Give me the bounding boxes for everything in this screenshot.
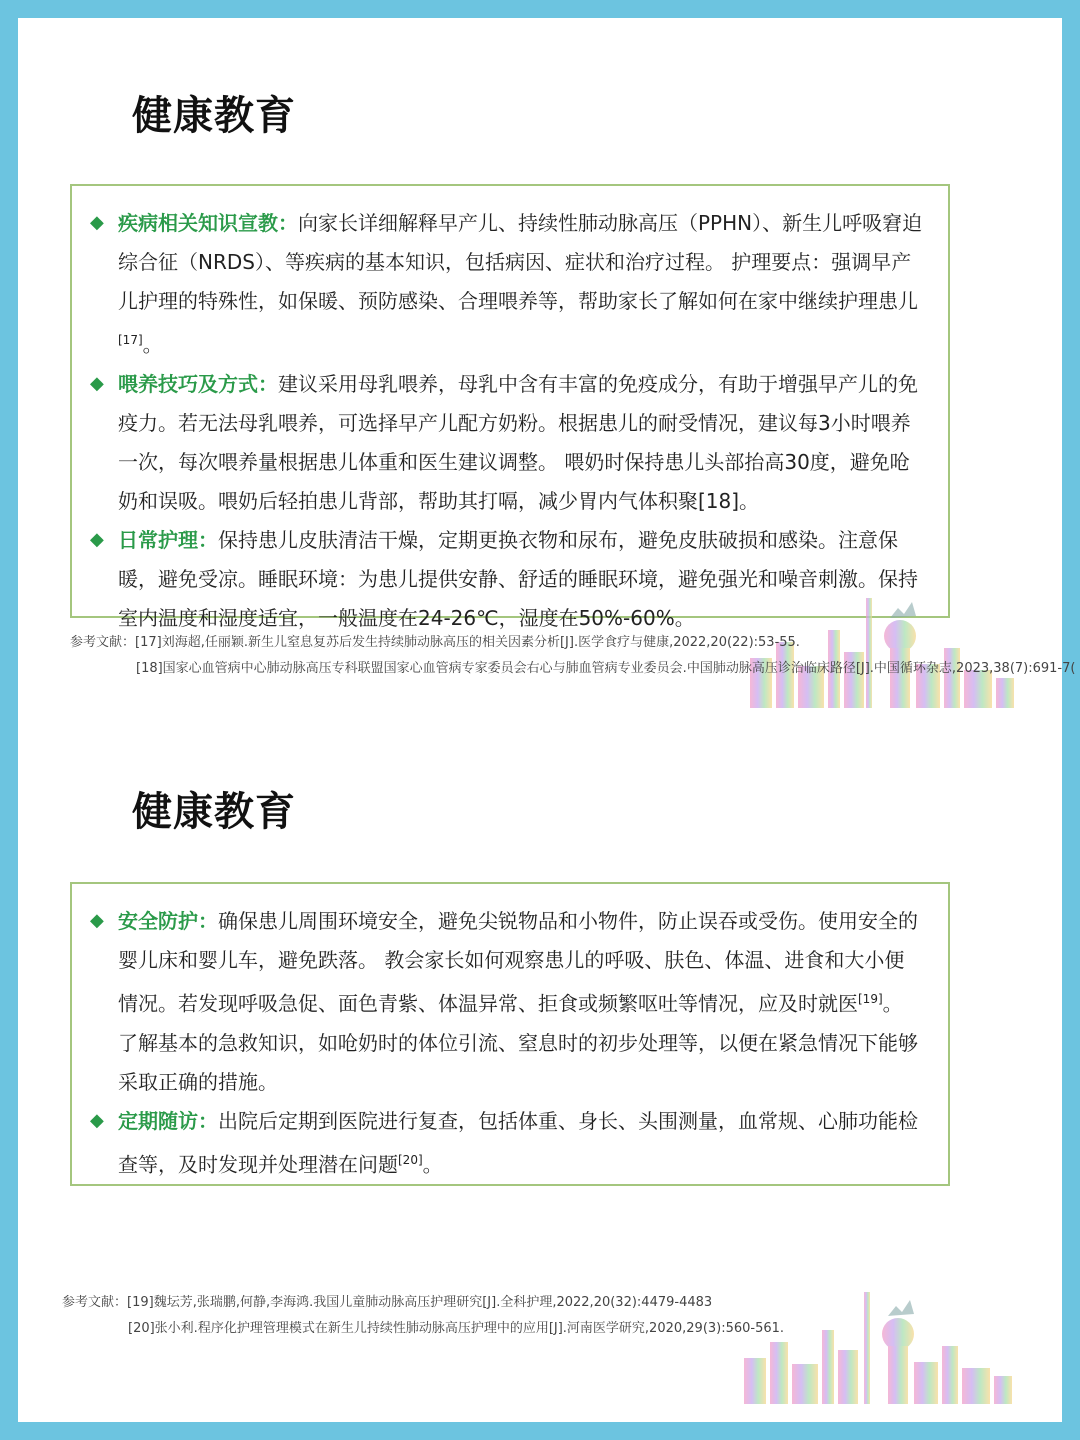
bullet-separator: ： — [198, 1108, 218, 1133]
reference-18: [18]国家心血管病中心肺动脉高压专科联盟国家心血管病专家委员会右心与肺血管病专业委员会.中国肺动脉高压诊治临床路径[J].中国循环杂志,2023,38(7):691-7( — [136, 661, 1076, 676]
bullet-text: 出院后定期到医院进行复查，包括体重、身长、头围测量，血常规、心肺功能检查等，及时发现并处理潜在问题 — [118, 1108, 918, 1177]
references — [70, 630, 1075, 682]
bullet-disease-knowledge — [88, 204, 924, 365]
bullet-text: 向家长详细解释早产儿、持续性肺动脉高压（PPHN）、新生儿呼吸窘迫综合征（NRDS）、等疾病的基本知识，包括病因、症状和治疗过程。 护理要点：强调早产儿护理的特殊性，如保暖、预防感染、合理喂养等，帮助家长了解如何在家中继续护理患儿 — [118, 211, 923, 313]
reference-17: [17]刘海超,任丽颖.新生儿窒息复苏后发生持续肺动脉高压的相关因素分析[J].医学食疗与健康,2022,20(22):53-55. — [135, 635, 800, 650]
reference-line — [70, 630, 1075, 656]
citation: [19] — [858, 992, 883, 1006]
bullet-text: 建议采用母乳喂养，母乳中含有丰富的免疫成分，有助于增强早产儿的免疫力。若无法母乳喂养，可选择早产儿配方奶粉。根据患儿的耐受情况，建议每3小时喂养一次，每次喂养量根据患儿体重和医生建议调整。 喂奶时保持患儿头部抬高30度，避免呛奶和误吸。喂奶后轻拍患儿背部，帮助其打嗝，减少胃内气体积聚[18]。 — [118, 371, 918, 513]
bullet-label: 喂养技巧及方式 — [118, 371, 258, 396]
bullet-feeding — [88, 365, 924, 521]
references — [62, 1290, 784, 1342]
diamond-bullet-icon: ◆ — [90, 372, 104, 394]
diamond-bullet-icon: ◆ — [90, 910, 104, 931]
section-title: 健康教育 — [132, 93, 296, 139]
bullet-label: 日常护理 — [118, 527, 198, 552]
page-sheet — [18, 18, 1076, 1422]
section-title: 健康教育 — [132, 789, 296, 835]
reference-20: [20]张小利.程序化护理管理模式在新生儿持续性肺动脉高压护理中的应用[J].河南医学研究,2020,29(3):560-561. — [128, 1321, 785, 1336]
content-box — [70, 184, 950, 630]
bullet-tail: 。 了解基本的急救知识，如呛奶时的体位引流、窒息时的初步处理等，以便在紧急情况下能够采取正确的措施。 — [118, 991, 918, 1094]
bullet-follow-up — [88, 1102, 924, 1185]
reference-line — [62, 1290, 784, 1316]
bullet-text: 确保患儿周围环境安全，避免尖锐物品和小物件，防止误吞或受伤。使用安全的婴儿床和婴儿车，避免跌落。 教会家长如何观察患儿的呼吸、肤色、体温、进食和大小便情况。若发现呼吸急促、面色青紫、体温异常、拒食或频繁呕吐等情况，应及时就医 — [118, 909, 918, 1016]
diamond-bullet-icon: ◆ — [90, 212, 104, 233]
bullet-separator: ： — [198, 527, 218, 552]
citation: [17] — [118, 333, 143, 347]
bullet-separator: ： — [258, 371, 278, 396]
bullet-safety — [88, 902, 924, 1102]
content-box — [70, 882, 950, 1186]
bullet-tail: 。 — [422, 1152, 443, 1177]
citation: [20] — [398, 1152, 423, 1167]
references-label: 参考文献： — [70, 635, 136, 650]
section-2 — [18, 718, 1062, 1422]
section-1 — [18, 18, 1076, 718]
bullet-separator: ： — [278, 211, 298, 235]
diamond-bullet-icon: ◆ — [90, 1109, 104, 1131]
bullet-text: 保持患儿皮肤清洁干燥，定期更换衣物和尿布，避免皮肤破损和感染。注意保暖，避免受凉。睡眠环境：为患儿提供安静、舒适的睡眠环境，避免强光和噪音刺激。保持室内温度和湿度适宜，一般温度在24-26℃，湿度在50%-60%。 — [118, 527, 918, 630]
bullet-label: 疾病相关知识宣教 — [118, 211, 278, 235]
diamond-bullet-icon: ◆ — [90, 528, 104, 550]
reference-19: [19]魏坛芳,张瑞鹏,何静,李海鸿.我国儿童肺动脉高压护理研究[J].全科护理,2022,20(32):4479-4483 — [127, 1295, 713, 1310]
bullet-label: 安全防护： — [118, 909, 218, 933]
bullet-label: 定期随访 — [118, 1108, 198, 1133]
bullet-tail: 。 — [142, 332, 163, 357]
references-label: 参考文献： — [62, 1295, 128, 1310]
